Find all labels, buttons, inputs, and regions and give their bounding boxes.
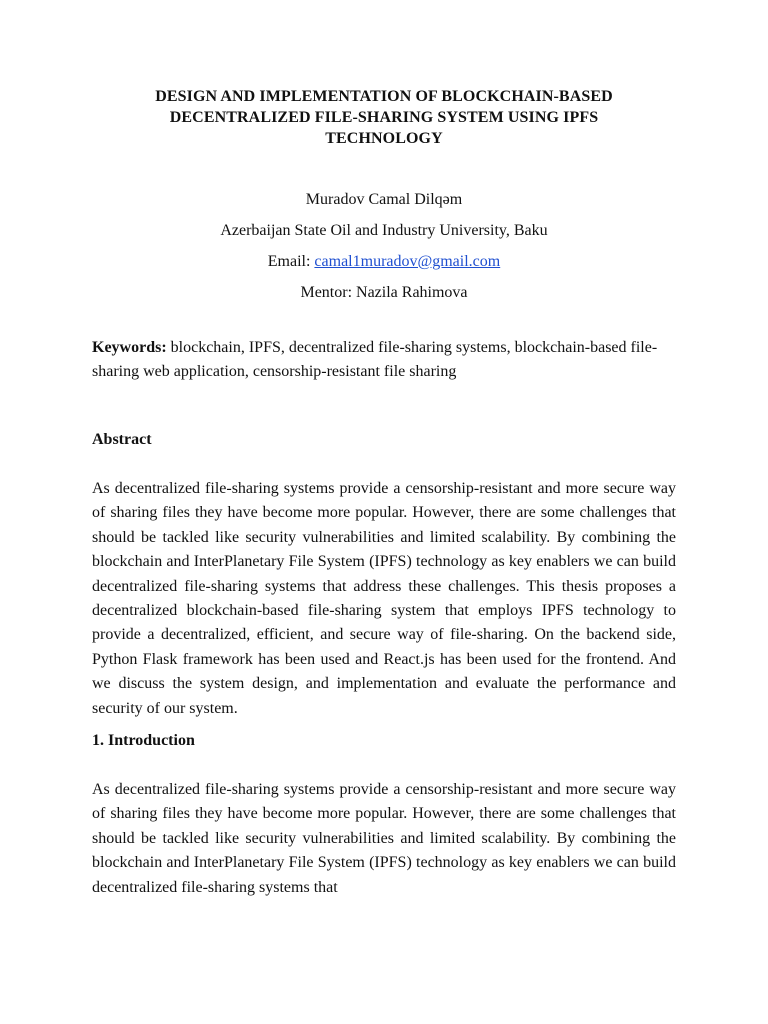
author-affiliation: Azerbaijan State Oil and Industry University, Baku [220,222,548,239]
abstract-heading: Abstract [92,431,152,448]
paper-page [92,86,676,900]
author-block [92,184,676,308]
email-link[interactable]: camal1muradov@gmail.com [314,253,501,270]
title-line-3: TECHNOLOGY [325,130,443,147]
introduction-heading: 1. Introduction [92,732,195,750]
author-name: Muradov Camal Dilqəm [305,191,463,208]
author-email-line [92,246,676,277]
email-label: Email: [267,253,311,270]
keywords-block [92,336,676,384]
mentor-line: Mentor: Nazila Rahimova [300,284,468,301]
introduction-paragraph: As decentralized file-sharing systems provide a censorship-resistant and more secure way of sharing files they have become more popular. However, there are some challenges that should be tackled like security vulnerabilities and limited scalability. By combining the blockchain and InterPlanetary File System (IPFS) technology as key enablers we can build decentralized file-sharing systems that [92,781,676,896]
title-line-1: DESIGN AND IMPLEMENTATION OF BLOCKCHAIN-BASED [155,88,613,105]
keywords-text: blockchain, IPFS, decentralized file-sharing systems, blockchain-based file-sharing web application, censorship-resistant file sharing [92,339,658,380]
keywords-label: Keywords: [92,339,167,356]
abstract-paragraph: As decentralized file-sharing systems provide a censorship-resistant and more secure way of sharing files they have become more popular. However, there are some challenges that should be tackled like security vulnerabilities and limited scalability. By combining the blockchain and InterPlanetary File System (IPFS) technology as key enablers we can build decentralized file-sharing systems that address these challenges. This thesis proposes a decentralized blockchain-based file-sharing system that employs IPFS technology to provide a decentralized, efficient, and secure way of file-sharing. On the backend side, Python Flask framework has been used and React.js has been used for the frontend. And we discuss the system design, and implementation and evaluate the performance and security of our system. [92,480,676,717]
paper-title [92,86,676,149]
title-line-2: DECENTRALIZED FILE-SHARING SYSTEM USING IPFS [169,109,599,126]
